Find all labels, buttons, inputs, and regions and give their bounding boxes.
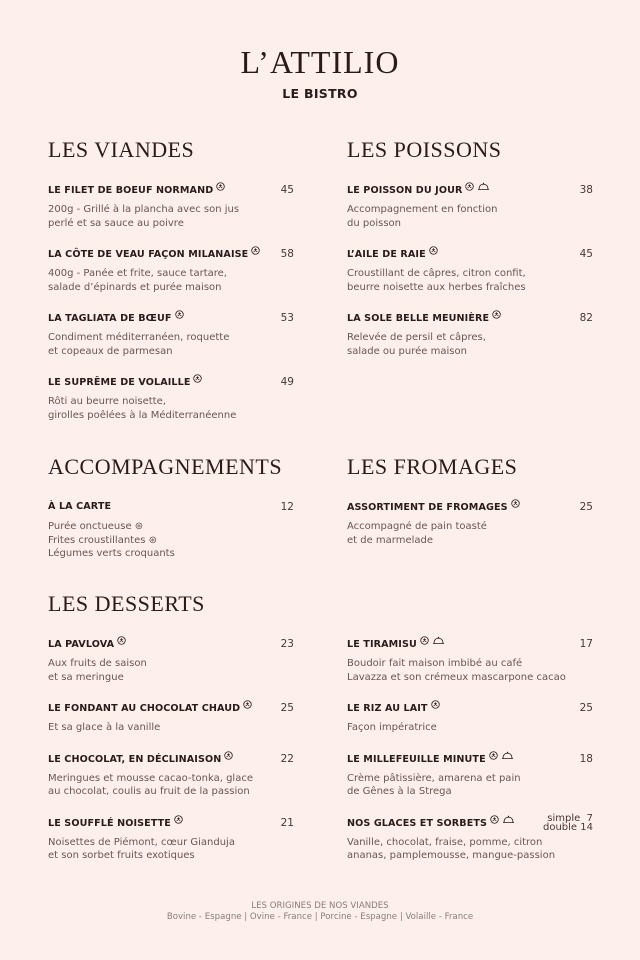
description-line: au chocolat, coulis au fruit de la passion [48,786,250,797]
description-line: Relevée de persil et câpres, [347,332,486,343]
menu-item-description [48,395,294,422]
menu-item-price: 49 [280,376,294,388]
circled-symbol-icon [224,751,233,765]
description-line: Condiment méditerranéen, roquette [48,332,230,343]
menu-item-name: LE TIRAMISU [347,639,417,650]
menu-item-name-wrap [347,752,514,767]
menu-item-name: LE SUPRÊME DE VOLAILLE [48,377,191,388]
menu-item [347,752,593,799]
menu-item-header [347,247,593,261]
menu-item-name: LE CHOCOLAT, EN DÉCLINAISON [48,753,222,765]
description-line: 400g - Panée et frite, sauce tartare, [48,268,227,279]
menu-item [48,375,294,422]
menu-item-price [543,814,593,833]
menu-item-header [48,375,294,389]
menu-item-name-wrap [347,500,520,515]
footer-title: LES ORIGINES DE NOS VIANDES [251,901,389,911]
menu-item-header [347,183,593,197]
menu-item [48,500,294,561]
menu-item-description [347,836,593,863]
menu-item [347,311,593,358]
menu-item-name-wrap [48,500,111,514]
menu-item-header [347,752,593,766]
menu-item-price: 17 [579,638,593,650]
circled-symbol-icon [174,815,183,829]
price-option: double 14 [543,822,593,833]
menu-item-price: 82 [579,312,593,324]
circled-symbol-icon [117,636,126,650]
menu-item [347,500,593,547]
menu-item-description [347,331,593,358]
menu-item-description [48,772,294,799]
menu-item-name-wrap [48,816,183,831]
menu-item-description [347,657,593,684]
menu-item-header [48,311,294,325]
description-line: salade ou purée maison [347,345,467,357]
description-line: Croustillant de câpres, citron confit, [347,268,526,279]
circled-symbol-icon [175,310,184,324]
description-line: 200g - Grillé à la plancha avec son jus [48,204,240,215]
circled-symbol-icon [431,700,440,714]
menu-item-name-wrap [48,375,202,390]
menu-item [48,637,294,684]
menu-item-price: 22 [280,752,294,765]
circled-symbol-icon [490,815,499,829]
menu-item-name: LA PAVLOVA [48,639,115,650]
menu-item-price: 25 [280,702,294,714]
menu-item [48,701,294,735]
circled-symbol-icon [243,700,252,714]
menu-item-header [48,701,294,715]
description-line: Crème pâtissière, amarena et pain [347,772,521,784]
menu-item [347,637,593,684]
menu-item-header [347,812,593,833]
description-line: perlé et sa sauce au poivre [48,217,184,229]
menu-item-name: LA CÔTE DE VEAU FAÇON MILANAISE [48,249,249,260]
menu-item-price: 45 [280,184,294,196]
menu-item-description [48,267,294,294]
description-line: et copeaux de parmesan [48,345,173,357]
menu-item-price: 45 [579,248,593,260]
menu-item [48,752,294,799]
section-heading: LES VIANDES [48,137,195,162]
menu-item-name: LE SOUFFLÉ NOISETTE [48,817,171,829]
circled-symbol-icon [511,499,520,513]
menu-item-price: 25 [579,501,593,513]
circled-symbol-icon [429,246,438,260]
restaurant-subtitle: LE BISTRO [282,86,358,101]
menu-item-name-wrap [48,311,184,326]
menu-item-name-wrap [347,701,440,716]
footer-origins: Bovine - Espagne | Ovine - France | Porcine - Espagne | Volaille - France [166,912,474,922]
menu-item-header [347,701,593,715]
menu-item-price: 38 [579,184,593,196]
description-line: Façon impératrice [347,722,437,733]
menu-item-name-wrap [347,637,445,652]
description-line: Purée onctueuse ⊛ [48,521,144,532]
menu-item-description [347,772,593,799]
circled-symbol-icon [489,751,498,765]
description-line: Accompagnement en fonction [347,204,498,215]
menu-item-name-wrap [48,637,126,652]
menu-item-header [347,637,593,651]
section-desserts [48,590,294,880]
circled-symbol-icon [216,182,225,196]
menu-item-name-wrap [347,816,515,831]
menu-item-name: LE FONDANT AU CHOCOLAT CHAUD [48,703,241,714]
description-line: Noisettes de Piémont, cœur Gianduja [48,836,235,848]
menu-item-header [347,311,593,325]
description-line: Vanille, chocolat, fraise, pomme, citron [347,836,543,848]
menu-item [48,311,294,358]
menu-item-description [48,721,294,735]
cloche-icon [502,815,515,829]
circled-symbol-icon [465,182,474,196]
menu-item-header [48,816,294,830]
menu-item-name-wrap [48,183,225,198]
menu-item [347,183,593,230]
menu-item-name-wrap [48,701,252,716]
menu-item-description [48,657,294,684]
description-line: Meringues et mousse cacao-tonka, glace [48,772,253,784]
circled-symbol-icon [193,374,202,388]
description-line: Rôti au beurre noisette, [48,396,166,407]
cloche-icon [501,751,514,765]
menu-item [347,247,593,294]
section-poissons [347,136,593,375]
description-line: Et sa glace à la vanille [48,722,161,733]
section-heading: LES DESSERTS [48,591,205,616]
menu-item-name: LE FILET DE BOEUF NORMAND [48,185,214,196]
section-fromages [347,453,593,564]
cloche-icon [432,636,445,650]
menu-item-name: LE MILLEFEUILLE MINUTE [347,753,486,765]
description-line: et de marmelade [347,534,434,546]
menu-item-header [48,500,294,514]
description-line: du poisson [347,217,401,229]
description-line: Lavazza et son crémeux mascarpone cacao [347,671,566,683]
menu-item-header [48,247,294,261]
menu-item-name-wrap [347,247,438,262]
footer [0,901,640,923]
menu-item-description [347,721,593,735]
circled-symbol-icon [251,246,260,260]
cloche-icon [477,182,490,196]
restaurant-title: L’ATTILIO [240,44,400,80]
menu-item-description [48,520,294,561]
menu-item-name: LA SOLE BELLE MEUNIÈRE [347,313,490,324]
menu-item-price: 12 [280,501,294,513]
menu-item-name-wrap [48,247,260,262]
menu-item-name-wrap [48,752,233,767]
description-line: beurre noisette aux herbes fraîches [347,281,526,293]
menu-item-header [48,183,294,197]
section-heading: ACCOMPAGNEMENTS [48,454,283,479]
menu-item-price: 18 [579,752,593,765]
description-line: Boudoir fait maison imbibé au café [347,658,523,669]
menu-item [48,183,294,230]
menu-item [347,701,593,735]
description-line: et sa meringue [48,671,124,683]
menu-item [48,816,294,863]
menu-item-name: LA TAGLIATA DE BŒUF [48,313,172,324]
menu-item-description [48,203,294,230]
description-line: Aux fruits de saison [48,658,147,669]
menu-item-description [347,203,593,230]
menu-item-description [48,331,294,358]
menu-item-header [48,752,294,766]
description-line: de Gênes à la Strega [347,786,452,797]
menu-item-header [48,637,294,651]
description-line: ananas, pamplemousse, mangue-passion [347,850,556,861]
description-line: Légumes verts croquants [48,548,175,559]
price-option: simple 7 [547,812,593,824]
menu-item-name: NOS GLACES ET SORBETS [347,817,488,829]
menu-item-price: 58 [280,248,294,260]
circled-symbol-icon [492,310,501,324]
description-line: Accompagné de pain toasté [347,521,487,532]
menu-item-price: 21 [280,816,294,829]
menu-item-name-wrap [347,183,490,198]
menu-item-name: L’AILE DE RAIE [347,249,426,260]
menu-item-name: LE RIZ AU LAIT [347,703,428,714]
menu-item-name: LE POISSON DU JOUR [347,185,463,196]
menu-item-price: 53 [280,312,294,324]
section-accompagnements [48,453,294,578]
section-heading: LES FROMAGES [347,454,518,479]
description-line: Frites croustillantes ⊛ [48,534,157,546]
menu-item-description [48,836,294,863]
section-viandes [48,136,294,439]
description-line: girolles poêlées à la Méditerranéenne [48,409,237,421]
section-desserts-right [347,590,593,880]
description-line: salade d’épinards et purée maison [48,281,222,293]
menu-item-header [347,500,593,514]
menu-item-name-wrap [347,311,501,326]
menu-item-price: 23 [280,638,294,650]
menu-item [48,247,294,294]
circled-symbol-icon [420,636,429,650]
menu-item-name: ASSORTIMENT DE FROMAGES [347,502,508,513]
menu-item-description [347,267,593,294]
menu-item-price: 25 [579,702,593,714]
menu-item-name: À LA CARTE [48,501,112,512]
menu-item [347,812,593,863]
description-line: et son sorbet fruits exotiques [48,850,195,861]
menu-item-description [347,520,593,547]
section-heading: LES POISSONS [347,137,502,162]
